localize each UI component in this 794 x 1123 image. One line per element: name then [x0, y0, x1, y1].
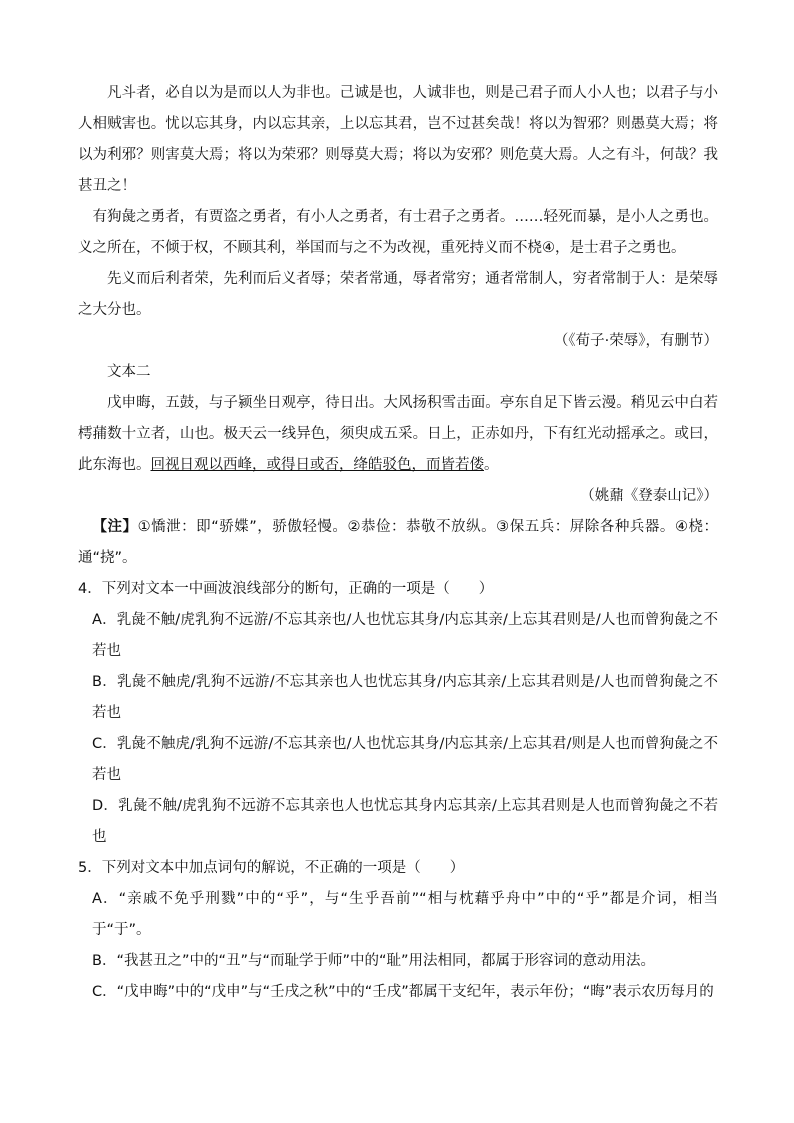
document-content: [78, 78, 718, 1008]
question-4-stem: 4．下列对文本一中画波浪线部分的断句，正确的一项是（ ）: [78, 581, 494, 597]
passage-one-source: （《荀子·荣辱》，有删节）: [553, 333, 718, 349]
underlined-sentence: 回视日观以西峰，或得日或否，绛皓驳色，而皆若偻: [150, 457, 484, 473]
question-5-option-c: C．“戊申晦”中的“戊申”与“壬戌之秋”中的“壬戌”都属干支纪年，表示年份；“晦”表示农历每月的: [92, 984, 714, 1000]
question-4-option-c: C．乳彘不触虎/乳狗不远游/不忘其亲也/人也忧忘其身/内忘其亲/上忘其君/则是人也而曾狗彘之不若也: [92, 736, 718, 783]
passage-two-heading: 文本二: [107, 364, 151, 380]
question-4-option-d: D．乳彘不触/虎乳狗不远游不忘其亲也人也忧忘其身内忘其亲/上忘其君则是人也而曾狗彘之不若也: [92, 798, 718, 845]
passage-two-text-end: 。: [484, 457, 499, 473]
passage-one-paragraph-2: 有狗彘之勇者，有贾盗之勇者，有小人之勇者，有士君子之勇者。……轻死而暴，是小人之勇也。义之所在，不倾于权，不顾其利，举国而与之不为改视，重死持义而不桡④，是士君子之勇也。: [78, 209, 718, 256]
passage-one-paragraph-3: 先义而后利者荣，先利而后义者辱；荣者常通，辱者常穷；通者常制人，穷者常制于人：是荣辱之大分也。: [78, 271, 718, 318]
question-4-option-b: B．乳彘不触虎/乳狗不远游/不忘其亲也人也忧忘其身/内忘其亲/上忘其君则是/人也而曾狗彘之不若也: [92, 674, 718, 721]
notes-text: ①憍泄：即“骄媟”，骄傲轻慢。②恭俭：恭敬不放纵。③保五兵：屏除各种兵器。④桡：通“挠”。: [78, 519, 718, 566]
passage-two-source: （姚鼐《登泰山记》）: [580, 488, 718, 504]
question-4-option-a: A．乳彘不触/虎乳狗不远游/不忘其亲也/人也忧忘其身/内忘其亲/上忘其君则是/人也而曾狗彘之不若也: [92, 612, 718, 659]
question-5-option-a: A．“亲戚不免乎刑戮”中的“乎”，与“生乎吾前”“相与枕藉乎舟中”中的“乎”都是介词，相当于“于”。: [92, 891, 718, 938]
passage-two-text: 戊申晦，五鼓，与子颍坐日观亭，待日出。大风扬积雪击面。亭东自足下皆云漫。稍见云中白若樗蒱数十立者，山也。极天云一线异色，须臾成五采。日上，正赤如丹，下有红光动摇承之。或曰，此东海也。: [78, 395, 718, 473]
question-5-option-b: B．“我甚丑之”中的“丑”与“而耻学于师”中的“耻”用法相同，都属于形容词的意动用法。: [92, 953, 656, 969]
notes: [78, 512, 718, 574]
question-5-stem: 5．下列对文本中加点词句的解说，不正确的一项是（ ）: [78, 860, 465, 876]
passage-two-paragraph: [78, 388, 718, 481]
passage-one-paragraph-1: 凡斗者，必自以为是而以人为非也。己诚是也，人诚非也，则是己君子而人小人也；以君子与小人相贼害也。忧以忘其身，内以忘其亲，上以忘其君，岂不过甚矣哉！将以为智邪？则愚莫大焉；将以为利邪？则害莫大焉；将以为荣邪？则辱莫大焉；将以为安邪？则危莫大焉。人之有斗，何哉？我甚丑之！: [78, 85, 718, 194]
notes-label: 【注】: [92, 519, 138, 535]
